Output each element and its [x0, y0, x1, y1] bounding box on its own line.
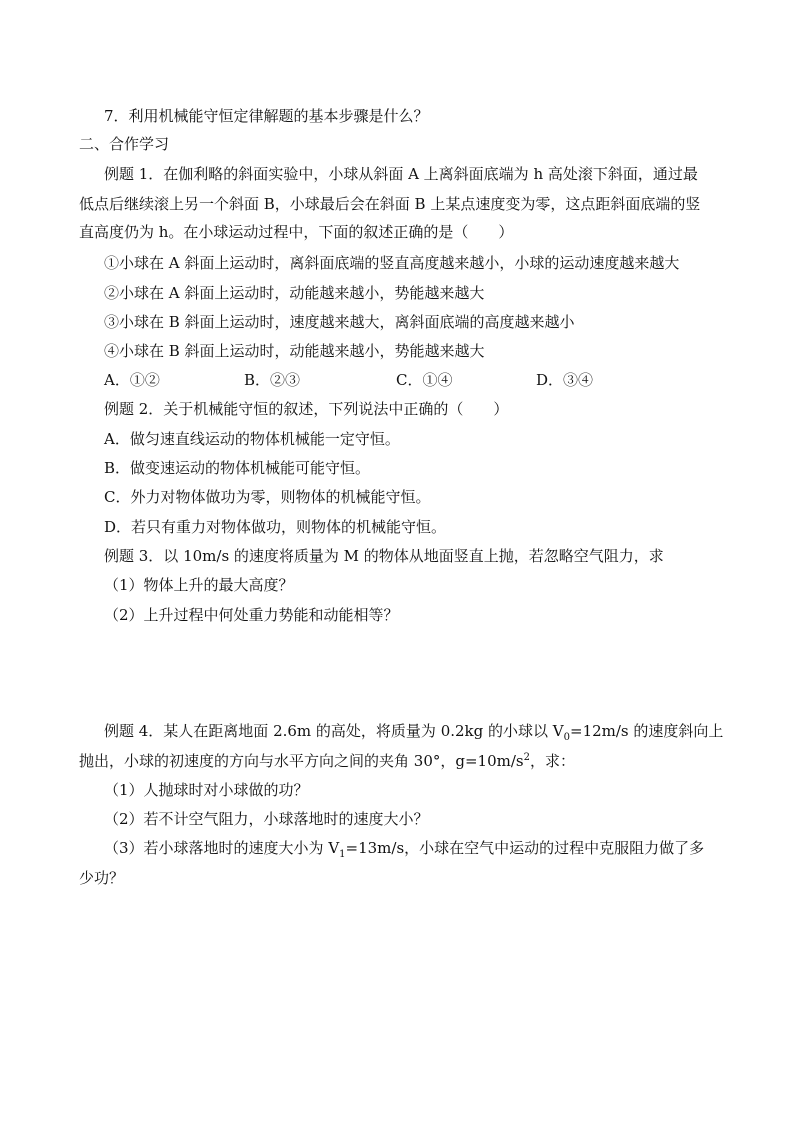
- example-1-line-1: 例题 1．在伽利略的斜面实验中，小球从斜面 A 上离斜面底端为 h 高处滚下斜面，通过最: [104, 165, 698, 183]
- example-1-option-a: A．①②: [104, 371, 160, 389]
- example-1-statement-4: ④小球在 B 斜面上运动时，动能越来越小，势能越来越大: [104, 342, 485, 360]
- example-1-statement-3: ③小球在 B 斜面上运动时，速度越来越大，离斜面底端的高度越来越小: [104, 313, 575, 331]
- example-4-question-3: （3）若小球落地时的速度大小为 $V_1=13m/s$，小球在空气中运动的过程中克服阻力做了多: [104, 839, 705, 860]
- example-1-statement-2: ②小球在 A 斜面上运动时，动能越来越小，势能越来越大: [104, 284, 485, 302]
- example-4-question-1: （1）人抛球时对小球做的功？: [104, 781, 309, 799]
- example-1-option-c: C．①④: [396, 371, 453, 389]
- example-4-line-1: 例题 4．某人在距离地面 2.6m 的高处，将质量为 0.2kg 的小球以 $V_0=12m/s$ 的速度斜向上: [104, 722, 724, 743]
- example-1-statement-1: ①小球在 A 斜面上运动时，离斜面底端的竖直高度越来越小，小球的运动速度越来越大: [104, 254, 680, 272]
- example-2-option-d: D．若只有重力对物体做功，则物体的机械能守恒。: [104, 518, 447, 536]
- example-2-option-a: A．做匀速直线运动的物体机械能一定守恒。: [104, 430, 400, 448]
- example-4-question-2: （2）若不计空气阻力，小球落地时的速度大小？: [104, 810, 429, 828]
- section-heading-cooperative-learning: 二、合作学习: [79, 135, 170, 153]
- example-3-stem: 例题 3．以 10m/s 的速度将质量为 M 的物体从地面竖直上抛，若忽略空气阻力，求: [104, 547, 664, 565]
- example-2-option-b: B．做变速运动的物体机械能可能守恒。: [104, 459, 371, 477]
- example-1-line-2: 低点后继续滚上另一个斜面 B，小球最后会在斜面 B 上某点速度变为零，这点距斜面底端的竖: [79, 195, 701, 213]
- example-1-option-b: B．②③: [244, 371, 301, 389]
- example-2-option-c: C．外力对物体做功为零，则物体的机械能守恒。: [104, 488, 431, 506]
- question-7: 7．利用机械能守恒定律解题的基本步骤是什么？: [104, 107, 429, 125]
- example-1-line-3: 直高度仍为 h。在小球运动过程中，下面的叙述正确的是（ ）: [79, 223, 514, 241]
- example-4-line-2: 抛出，小球的初速度的方向与水平方向之间的夹角 30°，$g=10m/s^2$，求：: [79, 752, 575, 770]
- example-4-question-3-continued: 少功？: [79, 869, 125, 887]
- example-2-stem: 例题 2．关于机械能守恒的叙述，下列说法中正确的（ ）: [104, 400, 509, 418]
- example-3-question-1: （1）物体上升的最大高度？: [104, 576, 294, 594]
- example-3-question-2: （2）上升过程中何处重力势能和动能相等？: [104, 606, 399, 624]
- example-1-option-d: D．③④: [536, 371, 594, 389]
